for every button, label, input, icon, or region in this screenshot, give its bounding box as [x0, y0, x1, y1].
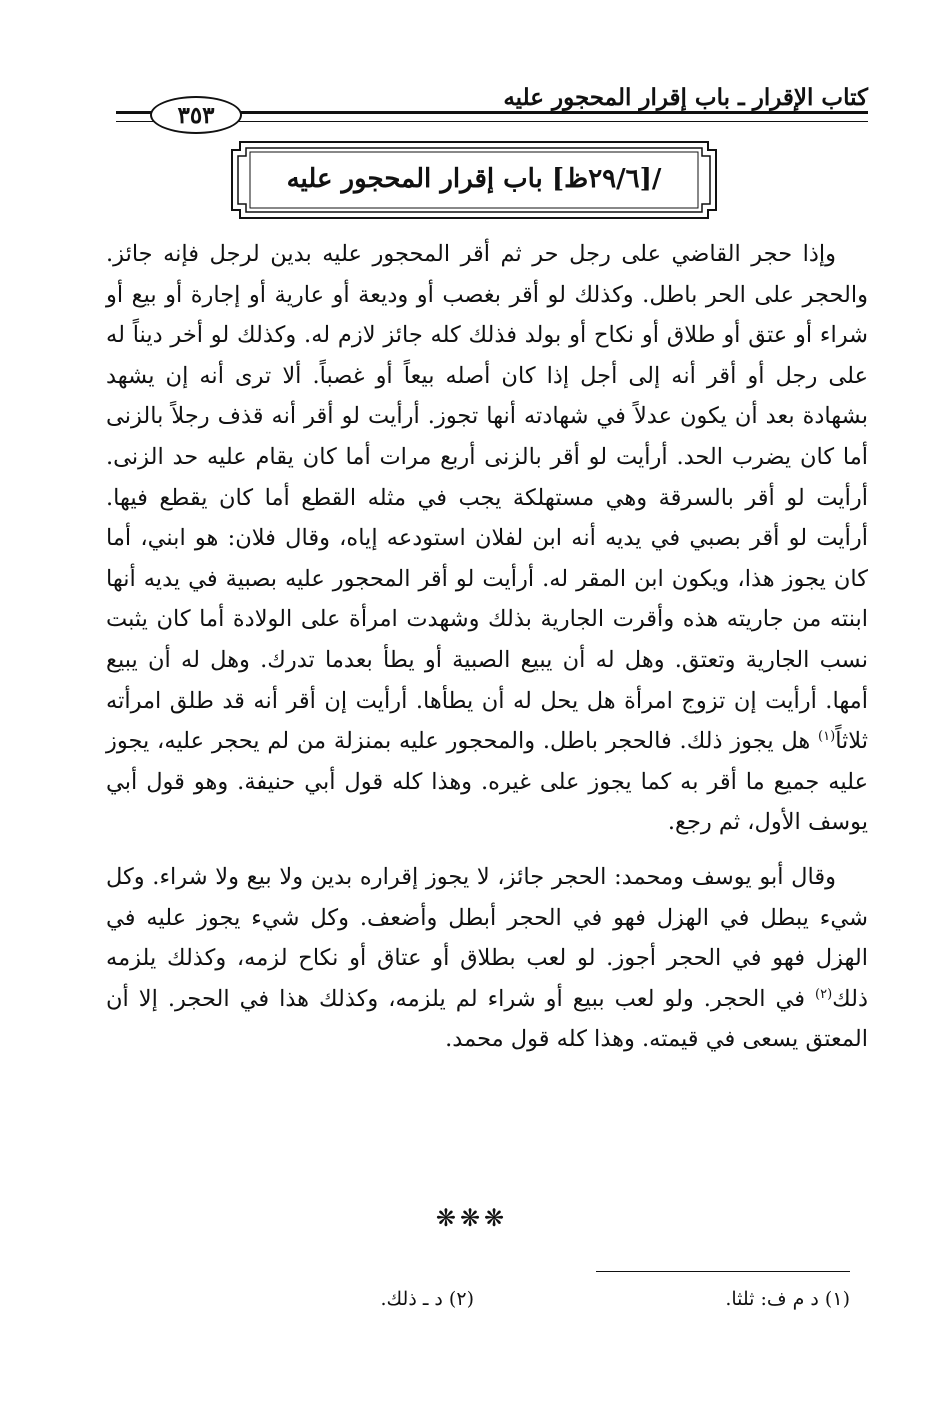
- paragraph-1-text: وإذا حجر القاضي على رجل حر ثم أقر المحجور عليه بدين لرجل فإنه جائز. والحجر على الحر باطل. وكذلك لو أقر بغصب أو وديعة أو عارية أو إجارة أو بيع أو شراء أو عتق أو طلاق أو نكاح أو بولد فذلك كله جائز لازم له. وكذلك لو أخر ديناً له على رجل أو أقر أنه إلى أجل إذا كان أصله بيعاً أو غصباً. ألا ترى أنه إن يشهد بشهادة بعد أن يكون عدلاً في شهادته أنها تجوز. أرأيت لو أقر أنه قذف رجلاً بالزنى أما كان يضرب الحد. أرأيت لو أقر بالزنى أربع مرات أما كان يقام عليه حد الزنى. أرأيت لو أقر بالسرقة وهي مستهلكة يجب في مثله القطع أما كان يقطع فيها. أرأيت لو أقر بصبي في يديه أنه ابن لفلان استودعه إياه، وقال فلان: هو ابني، أما كان يجوز هذا، ويكون ابن المقر له. أرأيت لو أقر المحجور عليه بصبية في يديه أنها ابنته من جاريته هذه وأقرت الجارية بذلك وشهدت امرأة على الولادة أما كان يثبت نسب الجارية وتعتق. وهل له أن يبيع الصبية أو يطأ بعدما تدرك. وهل له أن يبيع أمها. أرأيت إن تزوج امرأة هل يحل له أن يطأها. أرأيت إن أقر أنه قد طلق امرأته ثلاثاً: [106, 241, 868, 755]
- section-ornament: ❋❋❋: [435, 1204, 509, 1232]
- paragraph-1-text-continued: هل يجوز ذلك. فالحجر باطل. والمحجور عليه بمنزلة من لم يحجر عليه، يجوز عليه جميع ما أقر به كما يجوز على غيره. وهذا كله قول أبي حنيفة. وهو قول أبي يوسف الأول، ثم رجع.: [106, 728, 868, 836]
- paragraph-2-text-continued: في الحجر. ولو لعب ببيع أو شراء لم يلزمه، وكذلك هذا في الحجر. إلا أن المعتق يسعى في قيمته. وهذا كله قول محمد.: [106, 985, 868, 1053]
- chapter-heading-frame: [230, 140, 718, 220]
- footnote-ref-2[interactable]: (٢): [815, 986, 833, 1002]
- footnote-rule: [596, 1271, 850, 1272]
- footnote-ref-1[interactable]: (١): [818, 729, 836, 745]
- paragraph-1: [106, 234, 868, 843]
- footnote-2: (٢) د ـ ذلك.: [380, 1288, 474, 1310]
- paragraph-2: [106, 857, 868, 1060]
- paragraph-2-text: وقال أبو يوسف ومحمد: الحجر جائز، لا يجوز إقراره بدين ولا بيع ولا شراء. وكل شيء يبطل في الهزل فهو في الحجر أبطل وأضعف. وكل شيء يجوز عليه في الهزل فهو في الحجر أجوز. لو لعب بطلاق أو عتاق أو نكاح لزمه، وكذلك يلزمه ذلك: [106, 863, 868, 1012]
- chapter-title: /[٢٩/٦ظ] باب إقرار المحجور عليه: [286, 164, 662, 194]
- running-title: كتاب الإقرار ـ باب إقرار المحجور عليه: [503, 84, 868, 111]
- page-number: ٣٥٣: [150, 96, 242, 134]
- body-text: [106, 234, 868, 1060]
- footnote-1: (١) د م ف: ثلثا.: [725, 1288, 850, 1310]
